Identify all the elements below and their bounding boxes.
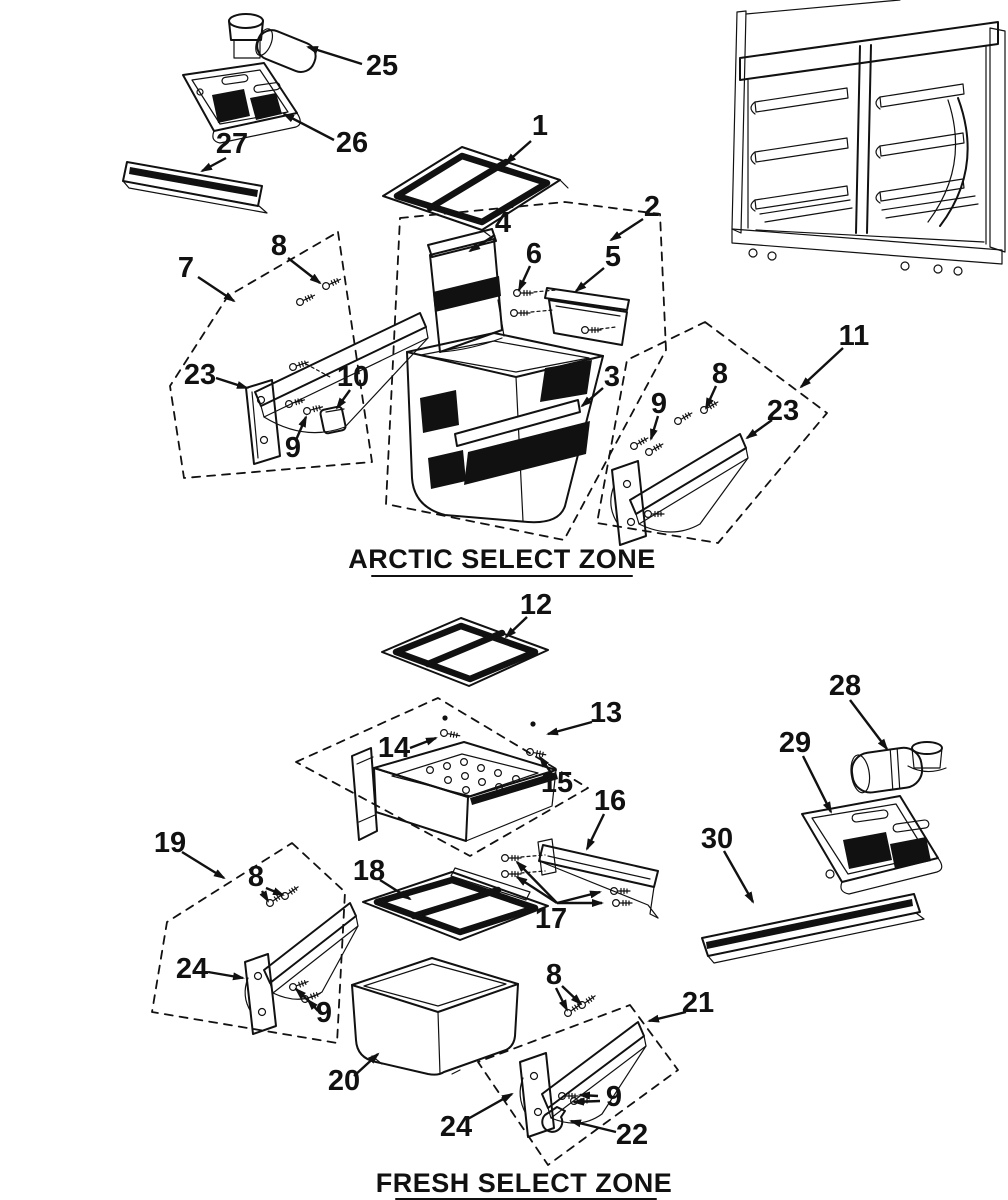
part-number-5: 5 bbox=[604, 241, 622, 273]
part-number-30: 30 bbox=[700, 823, 734, 855]
callout-30 bbox=[701, 823, 753, 902]
callout-25 bbox=[308, 47, 398, 82]
callout-13 bbox=[548, 697, 622, 734]
cabinet-interior-view bbox=[732, 0, 1005, 275]
part-number-11: 11 bbox=[838, 320, 870, 352]
callout-24-fresh-right bbox=[440, 1094, 512, 1143]
part-number-7: 7 bbox=[177, 252, 195, 284]
part-number-8: 8 bbox=[247, 861, 265, 893]
part-number-28: 28 bbox=[828, 670, 862, 702]
part-number-9: 9 bbox=[650, 388, 668, 420]
part-number-23: 23 bbox=[183, 359, 217, 391]
part-29-tray bbox=[802, 796, 942, 894]
part-number-19: 19 bbox=[153, 827, 187, 859]
callout-12 bbox=[506, 589, 552, 637]
part-number-9: 9 bbox=[605, 1081, 623, 1113]
part-number-2: 2 bbox=[643, 191, 661, 223]
part-number-25: 25 bbox=[365, 50, 399, 82]
callout-14 bbox=[378, 732, 436, 764]
part-number-22: 22 bbox=[615, 1119, 649, 1151]
part-number-21: 21 bbox=[681, 987, 715, 1019]
part-28-damper-motor bbox=[849, 742, 946, 795]
part-number-8: 8 bbox=[711, 358, 729, 390]
part-number-3: 3 bbox=[603, 361, 621, 393]
callout-16 bbox=[587, 785, 626, 849]
callout-23-arctic-left bbox=[184, 359, 247, 391]
part-1-shelf-frame bbox=[383, 147, 568, 236]
callout-5 bbox=[576, 241, 621, 291]
part-number-9: 9 bbox=[284, 432, 302, 464]
part-27-trim-rail bbox=[123, 162, 267, 213]
svg-text:ARCTIC SELECT ZONE: ARCTIC SELECT ZONE bbox=[348, 544, 656, 574]
callout-28 bbox=[829, 670, 887, 749]
callout-20 bbox=[328, 1054, 378, 1097]
part-number-18: 18 bbox=[352, 855, 386, 887]
callout-1 bbox=[506, 110, 548, 163]
group-7-outline bbox=[170, 232, 372, 478]
part-number-8: 8 bbox=[270, 230, 288, 262]
part-number-8: 8 bbox=[545, 959, 563, 991]
callout-9-arctic-left bbox=[285, 417, 306, 464]
arctic-zone-title bbox=[348, 544, 656, 576]
part-number-29: 29 bbox=[778, 727, 812, 759]
callout-9-arctic-right bbox=[651, 388, 667, 439]
callout-19 bbox=[154, 827, 224, 878]
part-number-4: 4 bbox=[494, 207, 512, 239]
part-3-basket bbox=[407, 333, 603, 522]
part-24-right-rail bbox=[520, 993, 646, 1137]
svg-text:FRESH SELECT ZONE: FRESH SELECT ZONE bbox=[375, 1168, 673, 1198]
callout-6 bbox=[519, 238, 542, 290]
part-number-24: 24 bbox=[439, 1111, 473, 1143]
callout-11 bbox=[801, 320, 869, 387]
part-number-14: 14 bbox=[377, 732, 411, 764]
callout-15 bbox=[540, 757, 573, 799]
part-10-clip bbox=[320, 406, 347, 434]
part-number-16: 16 bbox=[593, 785, 627, 817]
part-number-20: 20 bbox=[327, 1065, 361, 1097]
callout-10 bbox=[337, 361, 369, 408]
part-5-bracket bbox=[545, 288, 629, 345]
callout-8-fresh-right bbox=[546, 959, 581, 1010]
callout-7 bbox=[178, 252, 234, 301]
callout-29 bbox=[779, 727, 831, 812]
callout-22 bbox=[571, 1119, 648, 1151]
callout-26 bbox=[284, 114, 368, 159]
part-number-27: 27 bbox=[215, 128, 249, 160]
part-12-shelf-frame bbox=[382, 618, 548, 686]
part-30-trim-rail bbox=[702, 894, 924, 963]
part-23-right-rail bbox=[611, 399, 748, 545]
part-number-12: 12 bbox=[519, 589, 553, 621]
part-14-screws bbox=[440, 715, 460, 739]
callout-18 bbox=[353, 855, 410, 899]
part-number-9: 9 bbox=[315, 997, 333, 1029]
callout-27 bbox=[202, 128, 248, 171]
part-number-10: 10 bbox=[336, 361, 370, 393]
part-number-15: 15 bbox=[540, 767, 574, 799]
part-number-6: 6 bbox=[525, 238, 543, 270]
part-number-1: 1 bbox=[531, 110, 549, 142]
part-number-17: 17 bbox=[534, 903, 568, 935]
part-number-26: 26 bbox=[335, 127, 369, 159]
callout-24-fresh-left bbox=[176, 953, 243, 985]
group-11-outline bbox=[597, 322, 827, 543]
callout-23-arctic-right bbox=[747, 395, 799, 438]
part-number-24: 24 bbox=[175, 953, 209, 985]
callout-2 bbox=[611, 191, 660, 240]
callout-8-arctic-right bbox=[706, 358, 728, 408]
callout-21 bbox=[649, 987, 714, 1021]
callout-8-arctic-left bbox=[271, 230, 320, 283]
part-number-13: 13 bbox=[589, 697, 623, 729]
fresh-zone-title bbox=[376, 1168, 673, 1199]
part-number-23: 23 bbox=[766, 395, 800, 427]
callout-8-fresh-left bbox=[248, 861, 283, 901]
callout-9-fresh-right bbox=[574, 1081, 622, 1113]
